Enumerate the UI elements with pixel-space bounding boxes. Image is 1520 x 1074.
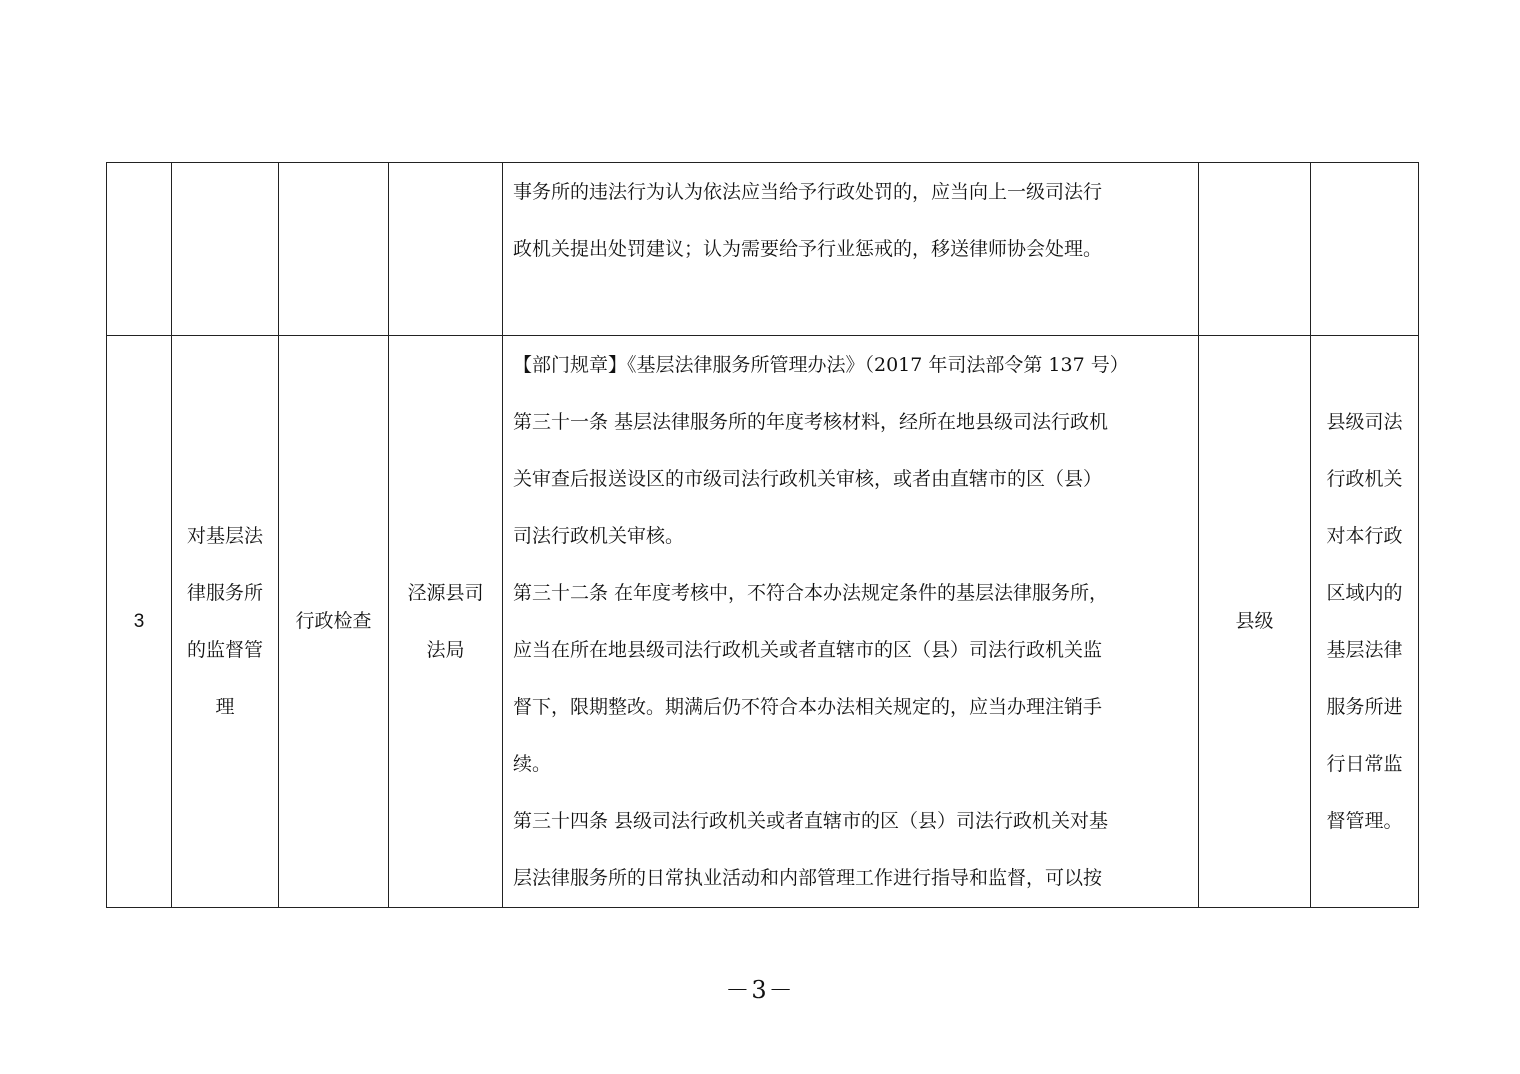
table-row-continuation bbox=[107, 163, 1419, 336]
item-line: 的监督管 bbox=[186, 638, 263, 661]
cell-item-empty bbox=[172, 163, 279, 336]
cell-category: 行政检查 bbox=[279, 336, 389, 908]
table-row-3 bbox=[107, 336, 1419, 908]
responsibility-line: 行政机关 bbox=[1326, 467, 1403, 490]
responsibility-line: 区域内的 bbox=[1326, 581, 1403, 604]
basis-line: 第三十一条 基层法律服务所的年度考核材料，经所在地县级司法行政机 bbox=[513, 411, 1109, 433]
cell-basis-continuation bbox=[503, 163, 1199, 336]
basis-line: 第三十四条 县级司法行政机关或者直辖市的区（县）司法行政机关对基 bbox=[513, 810, 1109, 832]
basis-line: 司法行政机关审核。 bbox=[513, 525, 685, 547]
cell-item bbox=[172, 336, 279, 908]
basis-line: 【部门规章】《基层法律服务所管理办法》（2017 年司法部令第 137 号） bbox=[513, 354, 1129, 376]
responsibility-line: 督管理。 bbox=[1326, 809, 1403, 832]
responsibility-line: 服务所进 bbox=[1326, 695, 1403, 718]
basis-line: 政机关提出处罚建议；认为需要给予行业惩戒的，移送律师协会处理。 bbox=[513, 238, 1103, 260]
cell-responsibility bbox=[1311, 336, 1419, 908]
cell-level-empty bbox=[1199, 163, 1311, 336]
item-line: 对基层法 bbox=[186, 524, 263, 547]
cell-level: 县级 bbox=[1199, 336, 1311, 908]
cell-responsibility-empty bbox=[1311, 163, 1419, 336]
responsibility-line: 县级司法 bbox=[1326, 410, 1403, 433]
agency-line: 泾源县司 bbox=[407, 581, 484, 604]
basis-line: 督下，限期整改。期满后仍不符合本办法相关规定的，应当办理注销手 bbox=[513, 696, 1103, 718]
cell-number: 3 bbox=[107, 336, 172, 908]
item-line: 理 bbox=[215, 695, 235, 718]
authority-table bbox=[106, 162, 1419, 908]
cell-category-empty bbox=[279, 163, 389, 336]
basis-line: 第三十二条 在年度考核中，不符合本办法规定条件的基层法律服务所， bbox=[513, 582, 1109, 604]
cell-number-empty bbox=[107, 163, 172, 336]
responsibility-line: 对本行政 bbox=[1326, 524, 1403, 547]
page-number: －3－ bbox=[725, 976, 795, 1004]
basis-line: 应当在所在地县级司法行政机关或者直辖市的区（县）司法行政机关监 bbox=[513, 639, 1103, 661]
basis-line: 层法律服务所的日常执业活动和内部管理工作进行指导和监督，可以按 bbox=[513, 867, 1103, 889]
cell-agency bbox=[389, 336, 503, 908]
basis-line: 续。 bbox=[513, 753, 552, 775]
basis-line: 关审查后报送设区的市级司法行政机关审核，或者由直辖市的区（县） bbox=[513, 468, 1103, 490]
basis-line: 事务所的违法行为认为依法应当给予行政处罚的，应当向上一级司法行 bbox=[513, 181, 1103, 203]
agency-line: 法局 bbox=[426, 638, 465, 661]
responsibility-line: 行日常监 bbox=[1326, 752, 1403, 775]
item-line: 律服务所 bbox=[186, 581, 263, 604]
responsibility-line: 基层法律 bbox=[1326, 638, 1403, 661]
cell-basis bbox=[503, 336, 1199, 908]
cell-agency-empty bbox=[389, 163, 503, 336]
